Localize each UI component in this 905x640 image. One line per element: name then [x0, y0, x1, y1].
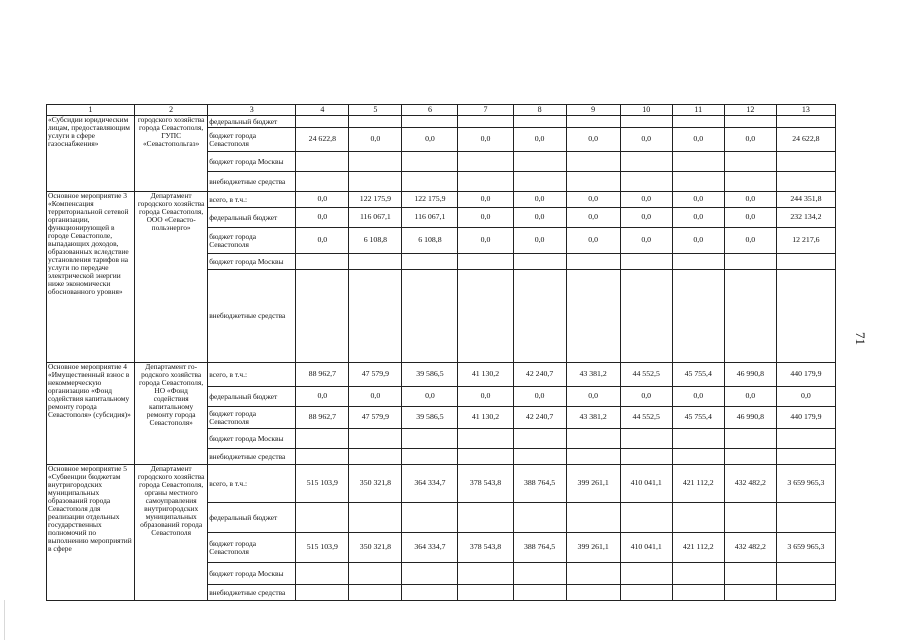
value-cell [296, 116, 349, 128]
value-cell: 0,0 [566, 128, 620, 152]
value-cell [620, 585, 672, 601]
value-cell [296, 270, 349, 363]
funding-source: внебюджетные средства [208, 270, 296, 363]
value-cell [566, 429, 620, 449]
responsible-org: Департамент городского хозяйства города Севастополя, органы местного самоуправления внутригородских муниципальных образований города Севастополя [135, 465, 208, 601]
value-cell [620, 172, 672, 192]
value-cell: 0,0 [672, 208, 724, 228]
value-cell [349, 585, 402, 601]
value-cell: 388 764,5 [513, 465, 566, 503]
value-cell [620, 429, 672, 449]
value-cell [566, 585, 620, 601]
funding-source: всего, в т.ч.: [208, 363, 296, 387]
value-cell: 0,0 [458, 228, 513, 254]
value-cell [672, 503, 724, 533]
value-cell [458, 116, 513, 128]
total-cell [776, 503, 835, 533]
funding-table [46, 104, 836, 601]
value-cell [672, 429, 724, 449]
value-cell [349, 254, 402, 270]
total-cell [776, 449, 835, 465]
total-cell [776, 585, 835, 601]
value-cell [402, 563, 458, 585]
total-cell [776, 116, 835, 128]
value-cell: 410 041,1 [620, 533, 672, 563]
value-cell: 46 990,8 [724, 407, 776, 429]
value-cell [349, 152, 402, 172]
value-cell: 88 962,7 [296, 407, 349, 429]
value-cell: 0,0 [724, 208, 776, 228]
value-cell: 45 755,4 [672, 407, 724, 429]
value-cell [724, 503, 776, 533]
value-cell: 0,0 [672, 228, 724, 254]
value-cell [724, 585, 776, 601]
value-cell: 0,0 [620, 228, 672, 254]
funding-source: внебюджетные средства [208, 449, 296, 465]
value-cell: 0,0 [724, 387, 776, 407]
table-row [47, 192, 836, 208]
value-cell [724, 449, 776, 465]
value-cell [296, 503, 349, 533]
value-cell [349, 503, 402, 533]
value-cell: 421 112,2 [672, 465, 724, 503]
value-cell: 0,0 [513, 128, 566, 152]
value-cell: 0,0 [620, 128, 672, 152]
value-cell: 46 990,8 [724, 363, 776, 387]
value-cell: 44 552,5 [620, 407, 672, 429]
value-cell [566, 270, 620, 363]
value-cell: 515 103,9 [296, 465, 349, 503]
value-cell: 42 240,7 [513, 407, 566, 429]
value-cell [724, 429, 776, 449]
value-cell: 0,0 [296, 228, 349, 254]
value-cell [402, 429, 458, 449]
total-cell: 440 179,9 [776, 363, 835, 387]
funding-source: всего, в т.ч.: [208, 192, 296, 208]
value-cell: 0,0 [724, 192, 776, 208]
value-cell [458, 254, 513, 270]
scan-edge-mark [4, 600, 5, 640]
value-cell [349, 172, 402, 192]
funding-source: бюджет города Москвы [208, 254, 296, 270]
value-cell: 122 175,9 [349, 192, 402, 208]
funding-source: федеральный бюджет [208, 387, 296, 407]
value-cell [458, 429, 513, 449]
value-cell: 0,0 [402, 387, 458, 407]
value-cell: 43 381,2 [566, 363, 620, 387]
value-cell [402, 270, 458, 363]
total-cell: 440 179,9 [776, 407, 835, 429]
value-cell: 0,0 [672, 128, 724, 152]
column-header-3: 3 [208, 105, 296, 116]
column-header-7: 7 [458, 105, 513, 116]
value-cell: 116 067,1 [402, 208, 458, 228]
column-header-9: 9 [566, 105, 620, 116]
value-cell [672, 254, 724, 270]
funding-source: бюджет города Севастополя [208, 407, 296, 429]
value-cell [620, 116, 672, 128]
value-cell [296, 449, 349, 465]
column-header-11: 11 [672, 105, 724, 116]
value-cell [402, 254, 458, 270]
value-cell [513, 429, 566, 449]
funding-source: бюджет города Севастополя [208, 128, 296, 152]
value-cell: 0,0 [620, 387, 672, 407]
value-cell [566, 563, 620, 585]
table-row [47, 465, 836, 503]
value-cell [620, 503, 672, 533]
value-cell: 350 321,8 [349, 465, 402, 503]
value-cell: 0,0 [620, 192, 672, 208]
column-header-5: 5 [349, 105, 402, 116]
funding-source: внебюджетные средства [208, 585, 296, 601]
value-cell: 388 764,5 [513, 533, 566, 563]
value-cell [620, 449, 672, 465]
value-cell [513, 449, 566, 465]
total-cell: 232 134,2 [776, 208, 835, 228]
value-cell: 39 586,5 [402, 363, 458, 387]
value-cell [296, 172, 349, 192]
value-cell [513, 254, 566, 270]
column-header-10: 10 [620, 105, 672, 116]
value-cell [724, 152, 776, 172]
total-cell [776, 270, 835, 363]
total-cell [776, 152, 835, 172]
value-cell [458, 172, 513, 192]
value-cell: 432 482,2 [724, 465, 776, 503]
value-cell [402, 503, 458, 533]
value-cell: 0,0 [458, 192, 513, 208]
value-cell: 42 240,7 [513, 363, 566, 387]
value-cell [672, 270, 724, 363]
value-cell: 364 334,7 [402, 465, 458, 503]
value-cell [513, 152, 566, 172]
responsible-org: городского хозяйства города Севастополя, ГУПС «Севастопольгаз» [135, 116, 208, 192]
value-cell [672, 172, 724, 192]
value-cell: 0,0 [620, 208, 672, 228]
responsible-org: Департамент го-родского хозяйства города Севастополя, НО «Фонд содействия капитальному ремонту города Севастополя» [135, 363, 208, 465]
funding-source: внебюджетные средства [208, 172, 296, 192]
value-cell [296, 429, 349, 449]
value-cell [402, 172, 458, 192]
funding-source: бюджет города Севастополя [208, 533, 296, 563]
value-cell [620, 563, 672, 585]
value-cell [349, 449, 402, 465]
column-header-2: 2 [135, 105, 208, 116]
value-cell [566, 254, 620, 270]
funding-source: федеральный бюджет [208, 503, 296, 533]
measure-name: Основное мероприятие 4 «Имущественный взнос в некоммерческую организацию «Фонд содействия капитальному ремонту города Севастополя» (субсидия)» [47, 363, 135, 465]
value-cell [672, 563, 724, 585]
value-cell [566, 116, 620, 128]
value-cell [296, 152, 349, 172]
column-header-1: 1 [47, 105, 135, 116]
page-number: 71 [853, 332, 868, 345]
funding-source: бюджет города Москвы [208, 152, 296, 172]
value-cell [458, 585, 513, 601]
funding-source: федеральный бюджет [208, 116, 296, 128]
value-cell: 410 041,1 [620, 465, 672, 503]
value-cell [513, 270, 566, 363]
total-cell: 244 351,8 [776, 192, 835, 208]
value-cell [296, 254, 349, 270]
value-cell [513, 585, 566, 601]
value-cell: 0,0 [672, 192, 724, 208]
total-cell [776, 254, 835, 270]
value-cell [672, 152, 724, 172]
value-cell [349, 116, 402, 128]
value-cell: 0,0 [349, 387, 402, 407]
funding-source: бюджет города Москвы [208, 429, 296, 449]
value-cell [402, 449, 458, 465]
value-cell: 122 175,9 [402, 192, 458, 208]
value-cell: 0,0 [513, 387, 566, 407]
value-cell: 0,0 [672, 387, 724, 407]
value-cell: 41 130,2 [458, 407, 513, 429]
value-cell: 0,0 [566, 387, 620, 407]
total-cell: 24 622,8 [776, 128, 835, 152]
value-cell [566, 503, 620, 533]
value-cell: 116 067,1 [349, 208, 402, 228]
funding-source: всего, в т.ч.: [208, 465, 296, 503]
value-cell [672, 116, 724, 128]
value-cell: 0,0 [566, 228, 620, 254]
total-cell [776, 429, 835, 449]
column-header-13: 13 [776, 105, 835, 116]
value-cell: 378 543,8 [458, 465, 513, 503]
value-cell [402, 116, 458, 128]
value-cell [672, 585, 724, 601]
value-cell: 45 755,4 [672, 363, 724, 387]
measure-name: Основное мероприятие 3 «Компенсация территориальной сетевой организации, функционирующей в городе Севастополе, выпадающих доходов, образованных вследствие установления тарифов на услуги по передаче электрической энергии ниже экономически обоснованного уровня» [47, 192, 135, 363]
value-cell [566, 449, 620, 465]
value-cell: 0,0 [458, 208, 513, 228]
value-cell: 44 552,5 [620, 363, 672, 387]
responsible-org: Департамент городского хозяйства города Севастополя, ООО «Севасто-польэнерго» [135, 192, 208, 363]
value-cell: 0,0 [296, 208, 349, 228]
value-cell [724, 254, 776, 270]
total-cell [776, 172, 835, 192]
total-cell: 3 659 965,3 [776, 465, 835, 503]
column-header-4: 4 [296, 105, 349, 116]
value-cell: 39 586,5 [402, 407, 458, 429]
value-cell: 515 103,9 [296, 533, 349, 563]
value-cell: 88 962,7 [296, 363, 349, 387]
value-cell: 0,0 [458, 128, 513, 152]
value-cell: 378 543,8 [458, 533, 513, 563]
value-cell [620, 254, 672, 270]
value-cell [620, 270, 672, 363]
value-cell: 6 108,8 [349, 228, 402, 254]
value-cell [402, 585, 458, 601]
value-cell: 0,0 [296, 192, 349, 208]
total-cell: 3 659 965,3 [776, 533, 835, 563]
value-cell [513, 116, 566, 128]
value-cell [513, 563, 566, 585]
value-cell [620, 152, 672, 172]
measure-name: Основное мероприятие 5 «Субвенции бюджетам внутригородских муниципальных образований города Севастополя для реализации отдельных государственных полномочий по выполнению мероприятий в сфере [47, 465, 135, 601]
funding-source: федеральный бюджет [208, 208, 296, 228]
value-cell: 0,0 [458, 387, 513, 407]
value-cell: 350 321,8 [349, 533, 402, 563]
value-cell [513, 503, 566, 533]
value-cell: 0,0 [513, 208, 566, 228]
funding-source: бюджет города Севастополя [208, 228, 296, 254]
value-cell: 0,0 [724, 228, 776, 254]
value-cell [349, 270, 402, 363]
column-header-8: 8 [513, 105, 566, 116]
table-row [47, 363, 836, 387]
value-cell: 0,0 [513, 228, 566, 254]
value-cell: 421 112,2 [672, 533, 724, 563]
value-cell [458, 270, 513, 363]
value-cell: 0,0 [349, 128, 402, 152]
value-cell [513, 172, 566, 192]
value-cell: 0,0 [566, 192, 620, 208]
table-row [47, 116, 836, 128]
value-cell [349, 429, 402, 449]
total-cell: 0,0 [776, 387, 835, 407]
value-cell [566, 172, 620, 192]
value-cell [724, 116, 776, 128]
value-cell: 47 579,9 [349, 407, 402, 429]
value-cell: 0,0 [513, 192, 566, 208]
value-cell [402, 152, 458, 172]
funding-source: бюджет города Москвы [208, 563, 296, 585]
value-cell [724, 172, 776, 192]
value-cell: 0,0 [296, 387, 349, 407]
column-header-6: 6 [402, 105, 458, 116]
value-cell: 432 482,2 [724, 533, 776, 563]
value-cell [458, 449, 513, 465]
value-cell: 47 579,9 [349, 363, 402, 387]
value-cell: 24 622,8 [296, 128, 349, 152]
value-cell [296, 585, 349, 601]
value-cell [458, 152, 513, 172]
value-cell [724, 563, 776, 585]
value-cell [458, 563, 513, 585]
column-header-12: 12 [724, 105, 776, 116]
value-cell: 0,0 [724, 128, 776, 152]
value-cell: 399 261,1 [566, 533, 620, 563]
value-cell: 0,0 [402, 128, 458, 152]
total-cell: 12 217,6 [776, 228, 835, 254]
value-cell [672, 449, 724, 465]
value-cell [458, 503, 513, 533]
value-cell: 399 261,1 [566, 465, 620, 503]
value-cell: 43 381,2 [566, 407, 620, 429]
value-cell: 0,0 [566, 208, 620, 228]
value-cell: 41 130,2 [458, 363, 513, 387]
total-cell [776, 563, 835, 585]
value-cell [349, 563, 402, 585]
header-row [47, 105, 836, 116]
value-cell: 364 334,7 [402, 533, 458, 563]
value-cell [566, 152, 620, 172]
value-cell [296, 563, 349, 585]
value-cell [724, 270, 776, 363]
measure-name: «Субсидии юридическим лицам, предоставляющим услуги в сфере газоснабжения» [47, 116, 135, 192]
value-cell: 6 108,8 [402, 228, 458, 254]
